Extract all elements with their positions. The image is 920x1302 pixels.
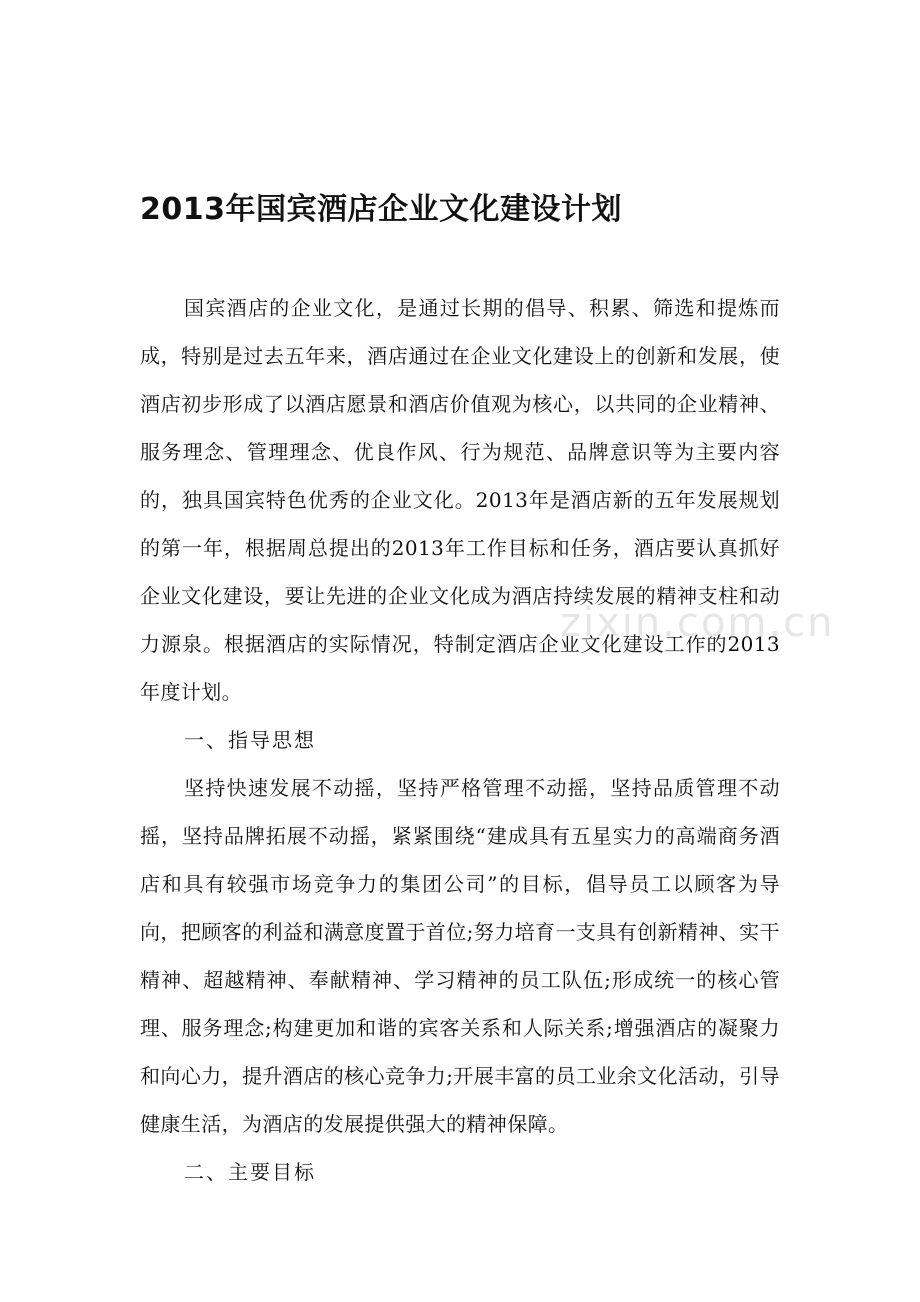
section-heading-guiding-ideology: 一、指导思想 <box>184 728 316 752</box>
guiding-ideology-paragraph: 坚持快速发展不动摇，坚持严格管理不动摇，坚持品质管理不动摇，坚持品牌拓展不动摇，紧紧围绕“建成具有五星实力的高端商务酒店和具有较强市场竞争力的集团公司”的目标，倡导员工以顾客为导向，把顾客的利益和满意度置于首位;努力培育一支具有创新精神、实干精神、超越精神、奉献精神、学习精神的员工队伍;形成统一的核心管理、服务理念;构建更加和谐的宾客关系和人际关系;增强酒店的凝聚力和向心力，提升酒店的核心竞争力;开展丰富的员工业余文化活动，引导健康生活，为酒店的发展提供强大的精神保障。 <box>140 776 780 1136</box>
document-body <box>140 284 780 1196</box>
watermark: zixin.com.cn <box>560 600 835 646</box>
intro-paragraph: 国宾酒店的企业文化，是通过长期的倡导、积累、筛选和提炼而成，特别是过去五年来，酒店通过在企业文化建设上的创新和发展，使酒店初步形成了以酒店愿景和酒店价值观为核心，以共同的企业精神、服务理念、管理理念、优良作风、行为规范、品牌意识等为主要内容的，独具国宾特色优秀的企业文化。2013年是酒店新的五年发展规划的第一年，根据周总提出的2013年工作目标和任务，酒店要认真抓好企业文化建设，要让先进的企业文化成为酒店持续发展的精神支柱和动力源泉。根据酒店的实际情况，特制定酒店企业文化建设工作的2013年度计划。 <box>140 296 780 704</box>
section-heading-main-goals: 二、主要目标 <box>184 1160 316 1184</box>
document-title: 2013年国宾酒店企业文化建设计划 <box>140 192 622 227</box>
